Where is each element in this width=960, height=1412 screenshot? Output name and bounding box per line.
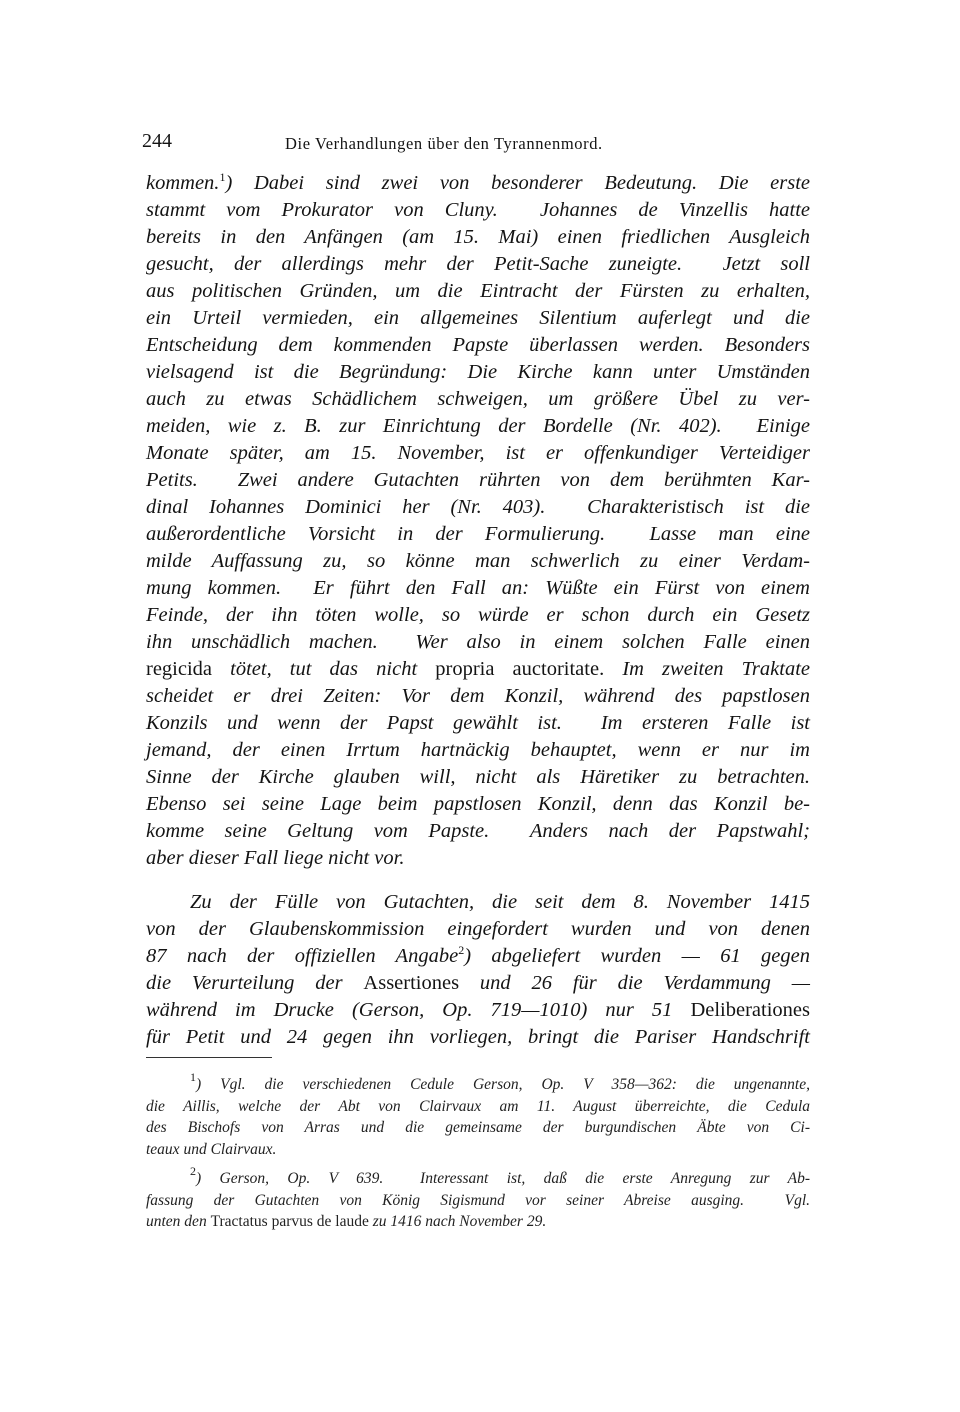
paragraph-1 xyxy=(146,170,810,872)
footnote-reference: 2 xyxy=(458,943,465,957)
text-line: 87 nach der offiziellen Angabe$^2$) abgeliefert wurden — 61 gegen xyxy=(146,943,810,967)
latin-term: Tractatus parvus de laude xyxy=(210,1213,369,1230)
text-line: Ebenso sei seine Lage beim papstlosen Konzil, denn das Konzil be- xyxy=(146,793,810,815)
text-line: die Verurteilung der Assertiones und 26 für die Verdammung — xyxy=(146,972,810,994)
text-line: aber dieser Fall liege nicht vor. xyxy=(146,847,405,869)
footnote-line: teaux und Clairvaux. xyxy=(146,1140,277,1158)
text-line: scheidet er drei Zeiten: Vor dem Konzil, während des papstlosen xyxy=(146,685,810,707)
text-line: stammt vom Prokurator von Cluny. Johannes de Vinzellis hatte xyxy=(146,199,810,221)
footnotes xyxy=(146,1070,810,1233)
text-line: dinal Iohannes Dominici her (Nr. 403). Charakteristisch ist die xyxy=(146,496,810,518)
text-line: auch zu etwas Schädlichem schweigen, um größere Übel zu ver- xyxy=(146,388,810,410)
text-line: Zu der Fülle von Gutachten, die seit dem 8. November 1415 xyxy=(190,891,810,913)
footnote-line: $^2$) Gerson, Op. V 639. Interessant ist, daß die erste Anregung zur Ab- xyxy=(190,1164,810,1187)
footnote-2 xyxy=(146,1164,810,1233)
text-line: kommen.$^1$) Dabei sind zwei von besonderer Bedeutung. Die erste xyxy=(146,170,810,194)
latin-term: regicida xyxy=(146,658,213,680)
text-line: jemand, der einen Irrtum hartnäckig behauptet, wenn er nur im xyxy=(146,739,810,761)
text-line: ihn unschädlich machen. Wer also in einem solchen Falle einen xyxy=(146,631,810,653)
running-title: Die Verhandlungen über den Tyrannenmord. xyxy=(285,134,603,153)
text-line: während im Drucke (Gerson, Op. 719—1010) nur 51 Deliberationes xyxy=(146,999,810,1021)
text-line: Entscheidung dem kommenden Papste überlassen werden. Besonders xyxy=(146,334,810,356)
text-line: Konzils und wenn der Papst gewählt ist. Im ersteren Falle ist xyxy=(146,712,810,734)
text-line: meiden, wie z. B. zur Einrichtung der Bordelle (Nr. 402). Einige xyxy=(146,415,810,437)
footnote-marker: 1 xyxy=(190,1070,196,1084)
text-line: für Petit und 24 gegen ihn vorliegen, bringt die Pariser Handschrift xyxy=(146,1026,810,1048)
text-line: Feinde, der ihn töten wolle, so würde er schon durch ein Gesetz xyxy=(146,604,810,626)
footnote-reference: 1 xyxy=(219,170,226,184)
footnote-marker: 2 xyxy=(190,1164,196,1178)
text-line: von der Glaubenskommission eingefordert wurden und von denen xyxy=(146,918,810,940)
page-number: 244 xyxy=(142,130,172,152)
footnote-line: unten den Tractatus parvus de laude zu 1416 nach November 29. xyxy=(146,1213,547,1230)
latin-term: Assertiones xyxy=(363,972,460,994)
latin-term: Deliberationes xyxy=(690,999,810,1021)
footnote-line: die Aillis, welche der Abt von Clairvaux am 11. August überreichte, die Cedula xyxy=(146,1097,810,1115)
text-line: vielsagend ist die Begründung: Die Kirche kann unter Umständen xyxy=(146,361,810,383)
text-line: mung kommen. Er führt den Fall an: Wüßte ein Fürst von einem xyxy=(146,577,810,599)
text-line: bereits in den Anfängen (am 15. Mai) einen friedlichen Ausgleich xyxy=(146,226,810,248)
text-line: komme seine Geltung vom Papste. Anders nach der Papstwahl; xyxy=(146,820,810,842)
text-line: ein Urteil vermieden, ein allgemeines Silentium auferlegt und die xyxy=(146,307,810,329)
footnote-1 xyxy=(146,1070,810,1160)
text-line: regicida tötet, tut das nicht propria auctoritate. Im zweiten Traktate xyxy=(146,658,810,680)
footnote-line: fassung der Gutachten von König Sigismund vor seiner Abreise ausging. Vgl. xyxy=(146,1191,810,1209)
text-line: Monate später, am 15. November, ist er offenkundiger Verteidiger xyxy=(146,442,810,464)
text-line: aus politischen Gründen, um die Eintracht der Fürsten zu erhalten, xyxy=(146,280,810,302)
paragraph-2 xyxy=(146,889,810,1051)
page-header xyxy=(142,130,810,160)
text-line: Petits. Zwei andere Gutachten rührten von dem berühmten Kar- xyxy=(146,469,810,491)
body-text xyxy=(146,170,810,1051)
text-line: milde Auffassung zu, so könne man schwerlich zu einer Verdam- xyxy=(146,550,810,572)
text-line: außerordentliche Vorsicht in der Formulierung. Lasse man eine xyxy=(146,523,810,545)
text-line: gesucht, der allerdings mehr der Petit-Sache zuneigte. Jetzt soll xyxy=(146,253,810,275)
latin-term: propria auctoritate. xyxy=(435,658,605,680)
footnote-line: des Bischofs von Arras und die gemeinsame der burgundischen Äbte von Ci- xyxy=(146,1119,810,1136)
footnote-line: $^1$) Vgl. die verschiedenen Cedule Gerson, Op. V 358—362: die ungenannte, xyxy=(190,1070,810,1093)
text-line: Sinne der Kirche glauben will, nicht als Häretiker zu betrachten. xyxy=(146,766,810,788)
footnote-separator xyxy=(146,1057,272,1058)
